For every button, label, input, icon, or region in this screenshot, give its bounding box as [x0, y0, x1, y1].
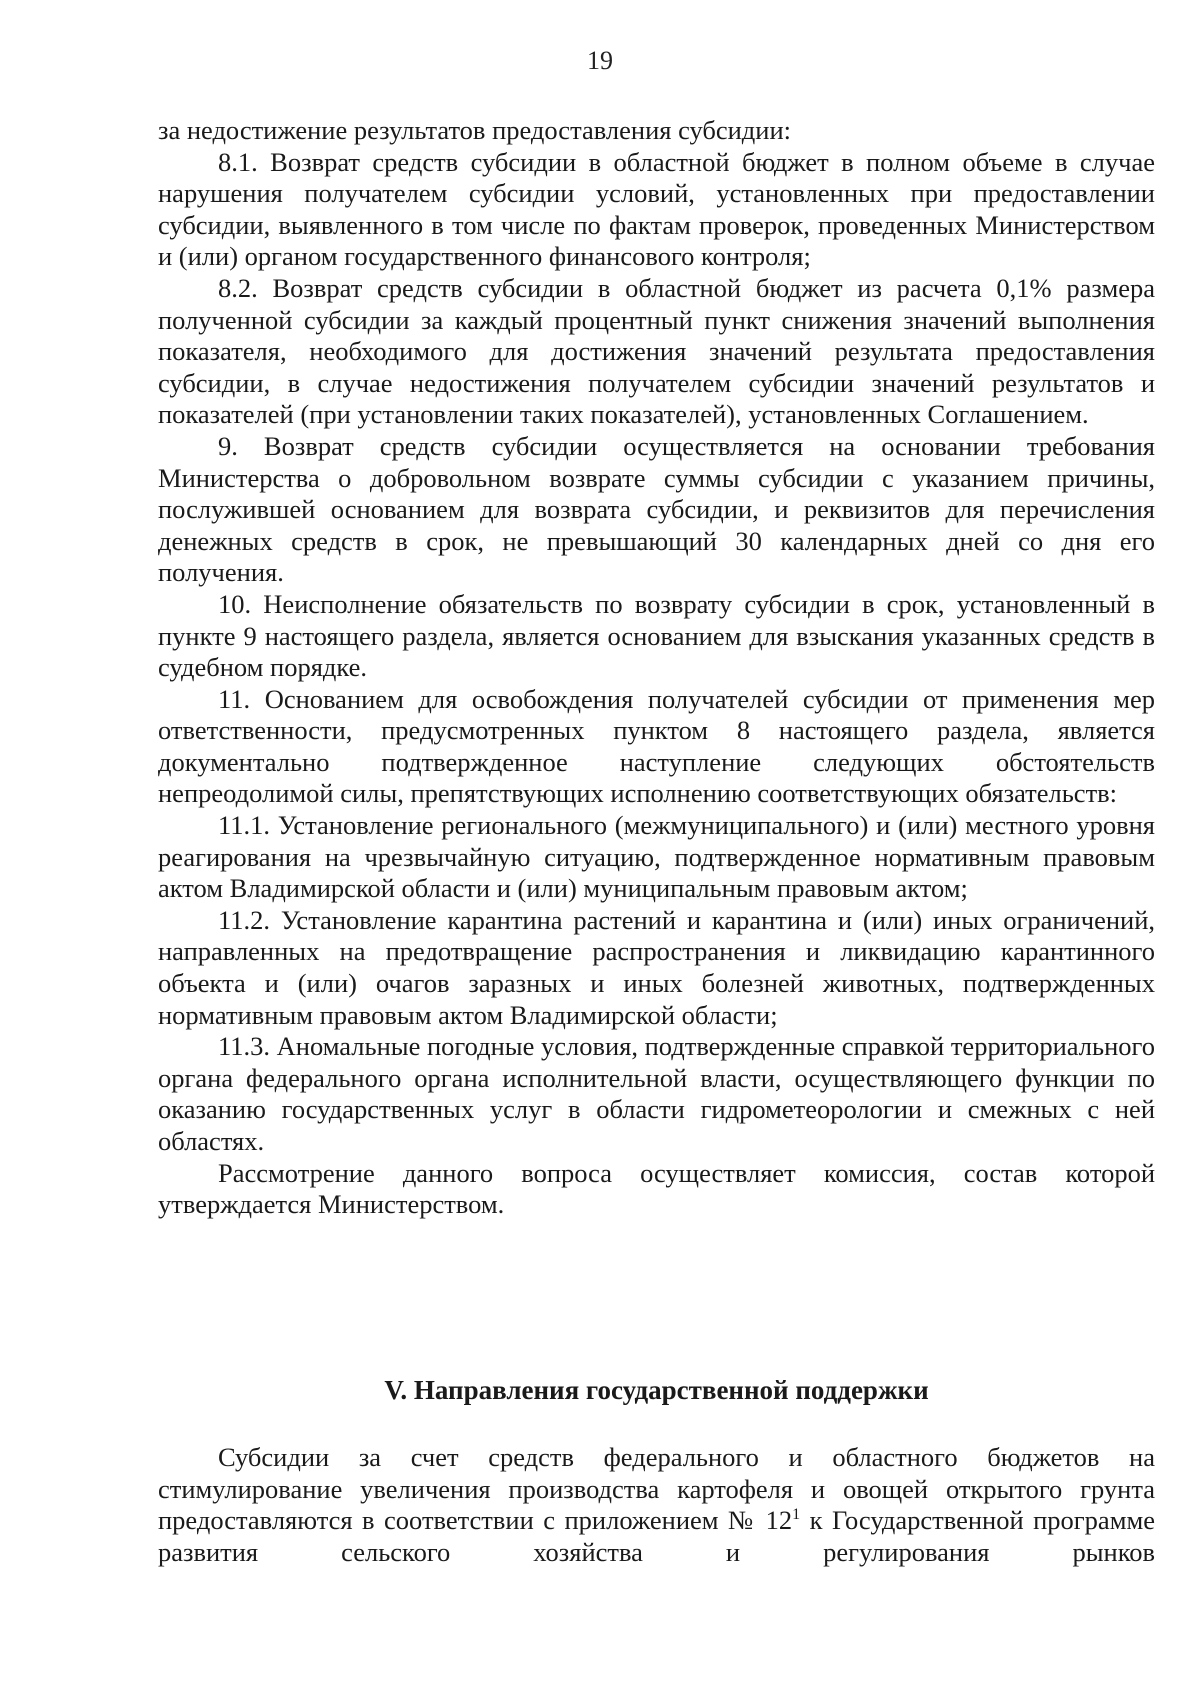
paragraph-subsidies: [158, 1442, 1155, 1568]
document-body: [158, 115, 1155, 1221]
paragraph-11: 11. Основанием для освобождения получателей субсидии от применения мер ответственности, предусмотренных пунктом 8 настоящего раздела, является документально подтвержденное наступление следующих обстоятельств непреодолимой силы, препятствующих исполнению соответствующих обязательств:: [158, 683, 1155, 809]
paragraph-11-1: 11.1. Установление регионального (межмуниципального) и (или) местного уровня реагирования на чрезвычайную ситуацию, подтвержденное нормативным правовым актом Владимирской области и (или) муниципальным правовым актом;: [158, 810, 1155, 904]
appendix-superscript: 1: [792, 1506, 801, 1524]
paragraph-8-1: 8.1. Возврат средств субсидии в областной бюджет в полном объеме в случае нарушения получателем субсидии условий, установленных при предоставлении субсидии, выявленного в том числе по фактам проверок, проведенных Министерством и (или) органом государственного финансового контроля;: [158, 146, 1155, 272]
paragraph-9: 9. Возврат средств субсидии осуществляется на основании требования Министерства о добровольном возврате суммы субсидии с указанием причины, послужившей основанием для возврата субсидии, и реквизитов для перечисления денежных средств в срок, не превышающий 30 календарных дней со дня его получения.: [158, 430, 1155, 588]
paragraph-8-2: 8.2. Возврат средств субсидии в областной бюджет из расчета 0,1% размера полученной субсидии за каждый процентный пункт снижения значений выполнения показателя, необходимого для достижения значений результата предоставления субсидии, в случае недостижения получателем субсидии значений результатов и показателей (при установлении таких показателей), установленных Соглашением.: [158, 272, 1155, 430]
paragraph-11-2: 11.2. Установление карантина растений и карантина и (или) иных ограничений, направленных на предотвращение распространения и ликвидацию карантинного объекта и (или) очагов заразных и иных болезней животных, подтвержденных нормативным правовым актом Владимирской области;: [158, 904, 1155, 1030]
paragraph-10: 10. Неисполнение обязательств по возврату субсидии в срок, установленный в пункте 9 настоящего раздела, является основанием для взыскания указанных средств в судебном порядке.: [158, 588, 1155, 683]
section-body: [158, 1442, 1155, 1568]
paragraph-subsidies-text-end: к Государственной программе развития сельского хозяйства и регулирования рынков: [158, 1505, 1155, 1567]
paragraph-continuation: за недостижение результатов предоставления субсидии:: [158, 115, 792, 145]
paragraph-commission: Рассмотрение данного вопроса осуществляет комиссия, состав которой утверждается Министерством.: [158, 1157, 1155, 1220]
paragraph-subsidies-text: Субсидии за счет средств федерального и областного бюджетов на стимулирование увеличения производства картофеля и овощей открытого грунта предоставляются в соответствии с приложением № 12: [158, 1442, 1155, 1536]
paragraph-11-3: 11.3. Аномальные погодные условия, подтвержденные справкой территориального органа федерального органа исполнительной власти, осуществляющего функции по оказанию государственных услуг в области гидрометеорологии и смежных с ней областях.: [158, 1031, 1155, 1156]
page-number: 19: [587, 46, 613, 75]
section-heading: V. Направления государственной поддержки: [384, 1375, 929, 1405]
